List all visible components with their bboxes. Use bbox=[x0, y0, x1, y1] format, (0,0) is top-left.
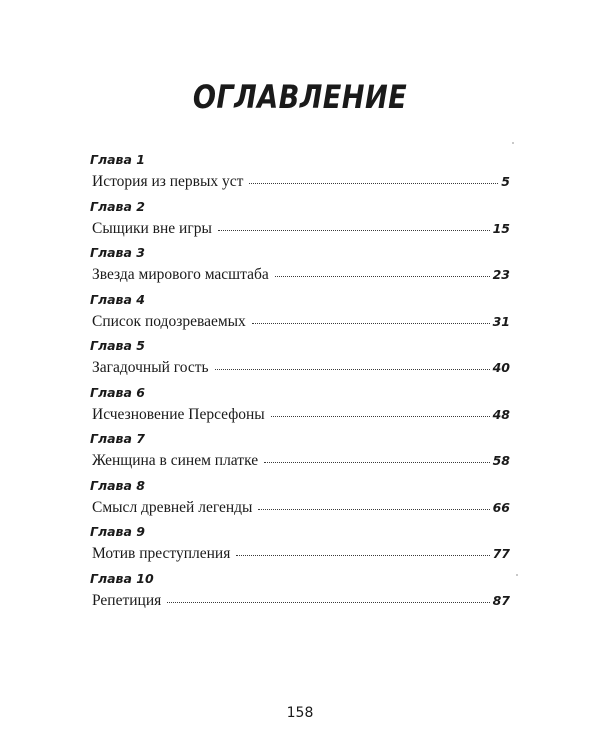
chapter-title: Исчезновение Персефоны bbox=[92, 405, 265, 423]
toc-entry[interactable] bbox=[92, 292, 510, 339]
chapter-page-number: 40 bbox=[492, 360, 510, 375]
toc-entry[interactable] bbox=[92, 478, 510, 525]
chapter-title: Мотив преступления bbox=[92, 545, 231, 562]
chapter-label: Глава 7 bbox=[90, 431, 145, 446]
chapter-page-number: 5 bbox=[501, 174, 510, 189]
dot-leader bbox=[275, 276, 490, 277]
dot-leader bbox=[215, 369, 490, 370]
dot-leader bbox=[236, 555, 489, 556]
toc-entry[interactable] bbox=[92, 245, 510, 292]
speck bbox=[512, 142, 514, 144]
page-title: ОГЛАВЛЕНИЕ bbox=[192, 78, 408, 116]
chapter-page-number: 31 bbox=[492, 313, 510, 329]
chapter-page-number: 87 bbox=[492, 592, 510, 608]
chapter-title: Сыщики вне игры bbox=[92, 219, 212, 237]
chapter-label: Глава 2 bbox=[90, 198, 145, 214]
dot-leader bbox=[249, 183, 498, 184]
dot-leader bbox=[271, 416, 490, 417]
chapter-page-number: 77 bbox=[492, 546, 510, 561]
chapter-title: История из первых уст bbox=[92, 173, 244, 190]
chapter-label: Глава 4 bbox=[90, 291, 145, 307]
table-of-contents bbox=[92, 152, 510, 617]
toc-entry[interactable] bbox=[92, 338, 510, 385]
dot-leader bbox=[252, 323, 490, 324]
chapter-label: Глава 1 bbox=[90, 152, 145, 167]
chapter-title: Список подозреваемых bbox=[92, 312, 246, 330]
dot-leader bbox=[167, 602, 489, 603]
toc-entry[interactable] bbox=[92, 385, 510, 432]
chapter-title: Загадочный гость bbox=[92, 359, 209, 376]
speck bbox=[516, 574, 518, 576]
chapter-label: Глава 6 bbox=[90, 384, 145, 400]
chapter-title: Женщина в синем платке bbox=[92, 452, 259, 469]
toc-entry[interactable] bbox=[92, 152, 510, 199]
dot-leader bbox=[218, 230, 490, 231]
chapter-label: Глава 9 bbox=[90, 524, 145, 539]
chapter-page-number: 58 bbox=[492, 453, 510, 468]
chapter-page-number: 15 bbox=[492, 220, 510, 236]
chapter-title: Смысл древней легенды bbox=[92, 498, 253, 516]
chapter-title: Репетиция bbox=[92, 591, 162, 609]
dot-leader bbox=[264, 462, 490, 463]
dot-leader bbox=[258, 509, 489, 510]
toc-entry[interactable] bbox=[92, 199, 510, 246]
chapter-label: Глава 3 bbox=[90, 245, 145, 260]
chapter-title: Звезда мирового масштаба bbox=[92, 266, 269, 283]
toc-entry[interactable] bbox=[92, 431, 510, 478]
chapter-label: Глава 5 bbox=[90, 338, 145, 353]
chapter-page-number: 48 bbox=[492, 406, 510, 422]
chapter-page-number: 23 bbox=[492, 267, 510, 282]
chapter-label: Глава 10 bbox=[90, 570, 154, 586]
toc-entry[interactable] bbox=[92, 571, 510, 618]
page-number: 158 bbox=[286, 705, 314, 721]
chapter-page-number: 66 bbox=[492, 499, 510, 515]
chapter-label: Глава 8 bbox=[90, 477, 145, 493]
toc-entry[interactable] bbox=[92, 524, 510, 571]
